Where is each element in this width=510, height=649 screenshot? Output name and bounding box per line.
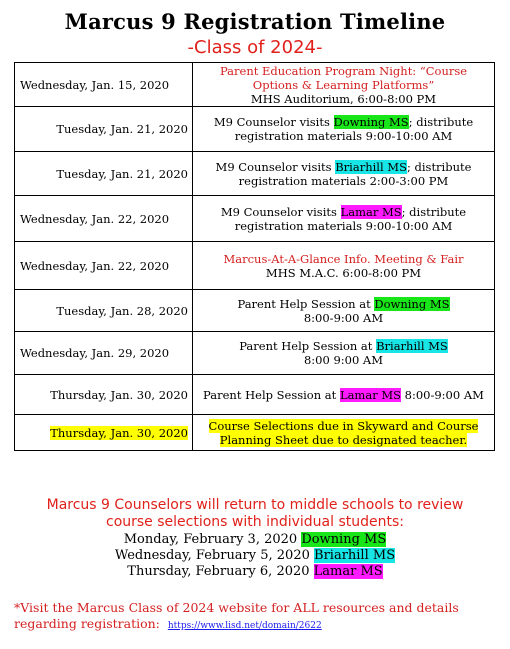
school-highlight: Briarhill MS [376,339,448,353]
table-row [15,63,495,107]
row-event [193,107,495,152]
row-event [193,152,495,196]
event-text: Marcus-At-A-Glance Info. Meeting & Fair [223,251,464,266]
table-row [15,242,495,290]
list-item [0,564,510,580]
event-location: MHS M.A.C. 6:00-8:00 PM [265,265,422,280]
row-event [193,290,495,332]
event-text: Parent Education Program Night: “Course [219,63,468,78]
table-row [15,375,495,415]
event-text: Course Selections due in Skyward and Course [208,418,479,433]
list-item [0,532,510,548]
notice-text: Marcus 9 Counselors will return to middle schools to review [46,497,464,513]
page-subtitle: -Class of 2024- [187,37,323,58]
row-event [193,332,495,375]
event-text: 8:00 9:00 AM [303,353,384,367]
row-date: Tuesday, Jan. 21, 2020 [15,107,193,152]
row-date: Wednesday, Jan. 29, 2020 [15,332,193,375]
event-text: Options & Learning Platforms” [252,77,435,92]
school-highlight: Downing MS [301,532,387,547]
event-text: M9 Counselor visits [213,115,334,129]
table-row [15,290,495,332]
visit-date: Wednesday, February 5, 2020 [114,548,315,563]
event-text: 8:00-9:00 AM [401,387,484,402]
list-item [0,548,510,564]
table-row [15,332,495,375]
event-text: registration materials 9:00-10:00 AM [234,218,453,233]
website-note [14,600,504,634]
school-highlight: Downing MS [374,296,450,311]
row-event [193,242,495,290]
event-text: M9 Counselor visits [220,204,341,219]
table-row [15,415,495,451]
school-highlight: Lamar MS [313,564,383,579]
school-highlight: Lamar MS [339,387,401,402]
event-text: Parent Help Session at [239,339,377,353]
row-date: Tuesday, Jan. 28, 2020 [15,290,193,332]
event-text: ; distribute [408,115,474,129]
row-date: Wednesday, Jan. 22, 2020 [15,242,193,290]
note-text: regarding registration: [14,616,160,631]
row-date: Wednesday, Jan. 15, 2020 [15,63,193,107]
website-link[interactable]: https://www.lisd.net/domain/2622 [167,621,322,631]
event-text: Planning Sheet due to designated teacher. [219,432,468,447]
event-text: Parent Help Session at [237,296,375,311]
row-event [193,63,495,107]
notice-text: course selections with individual students: [106,514,404,530]
visit-date: Thursday, February 6, 2020 [127,564,314,579]
row-date: Wednesday, Jan. 22, 2020 [15,196,193,242]
school-highlight: Lamar MS [340,204,402,219]
page-title: Marcus 9 Registration Timeline [64,9,446,34]
event-text: registration materials 9:00-10:00 AM [234,129,453,143]
row-event [193,375,495,415]
event-text: ; distribute [406,159,472,174]
table-row [15,196,495,242]
visit-list [0,532,510,580]
row-event [193,415,495,451]
timeline-table [14,62,495,451]
school-highlight: Briarhill MS [314,548,396,563]
event-text: ; distribute [401,204,467,219]
visit-date: Monday, February 3, 2020 [123,532,302,547]
row-event [193,196,495,242]
school-highlight: Downing MS [333,115,409,129]
event-text: M9 Counselor visits [215,159,336,174]
date-highlight: Thursday, Jan. 30, 2020 [50,425,188,440]
event-text: registration materials 2:00-3:00 PM [238,173,449,188]
row-date: Thursday, Jan. 30, 2020 [15,375,193,415]
event-text: Parent Help Session at [203,387,340,402]
table-row [15,107,495,152]
event-location: MHS Auditorium, 6:00-8:00 PM [250,91,437,106]
note-text: *Visit the Marcus Class of 2024 website for ALL resources and details [14,600,459,615]
table-row [15,152,495,196]
event-text: 8:00-9:00 AM [303,310,384,325]
counselor-notice [0,497,510,531]
row-date [15,415,193,451]
row-date: Tuesday, Jan. 21, 2020 [15,152,193,196]
school-highlight: Briarhill MS [335,159,407,174]
